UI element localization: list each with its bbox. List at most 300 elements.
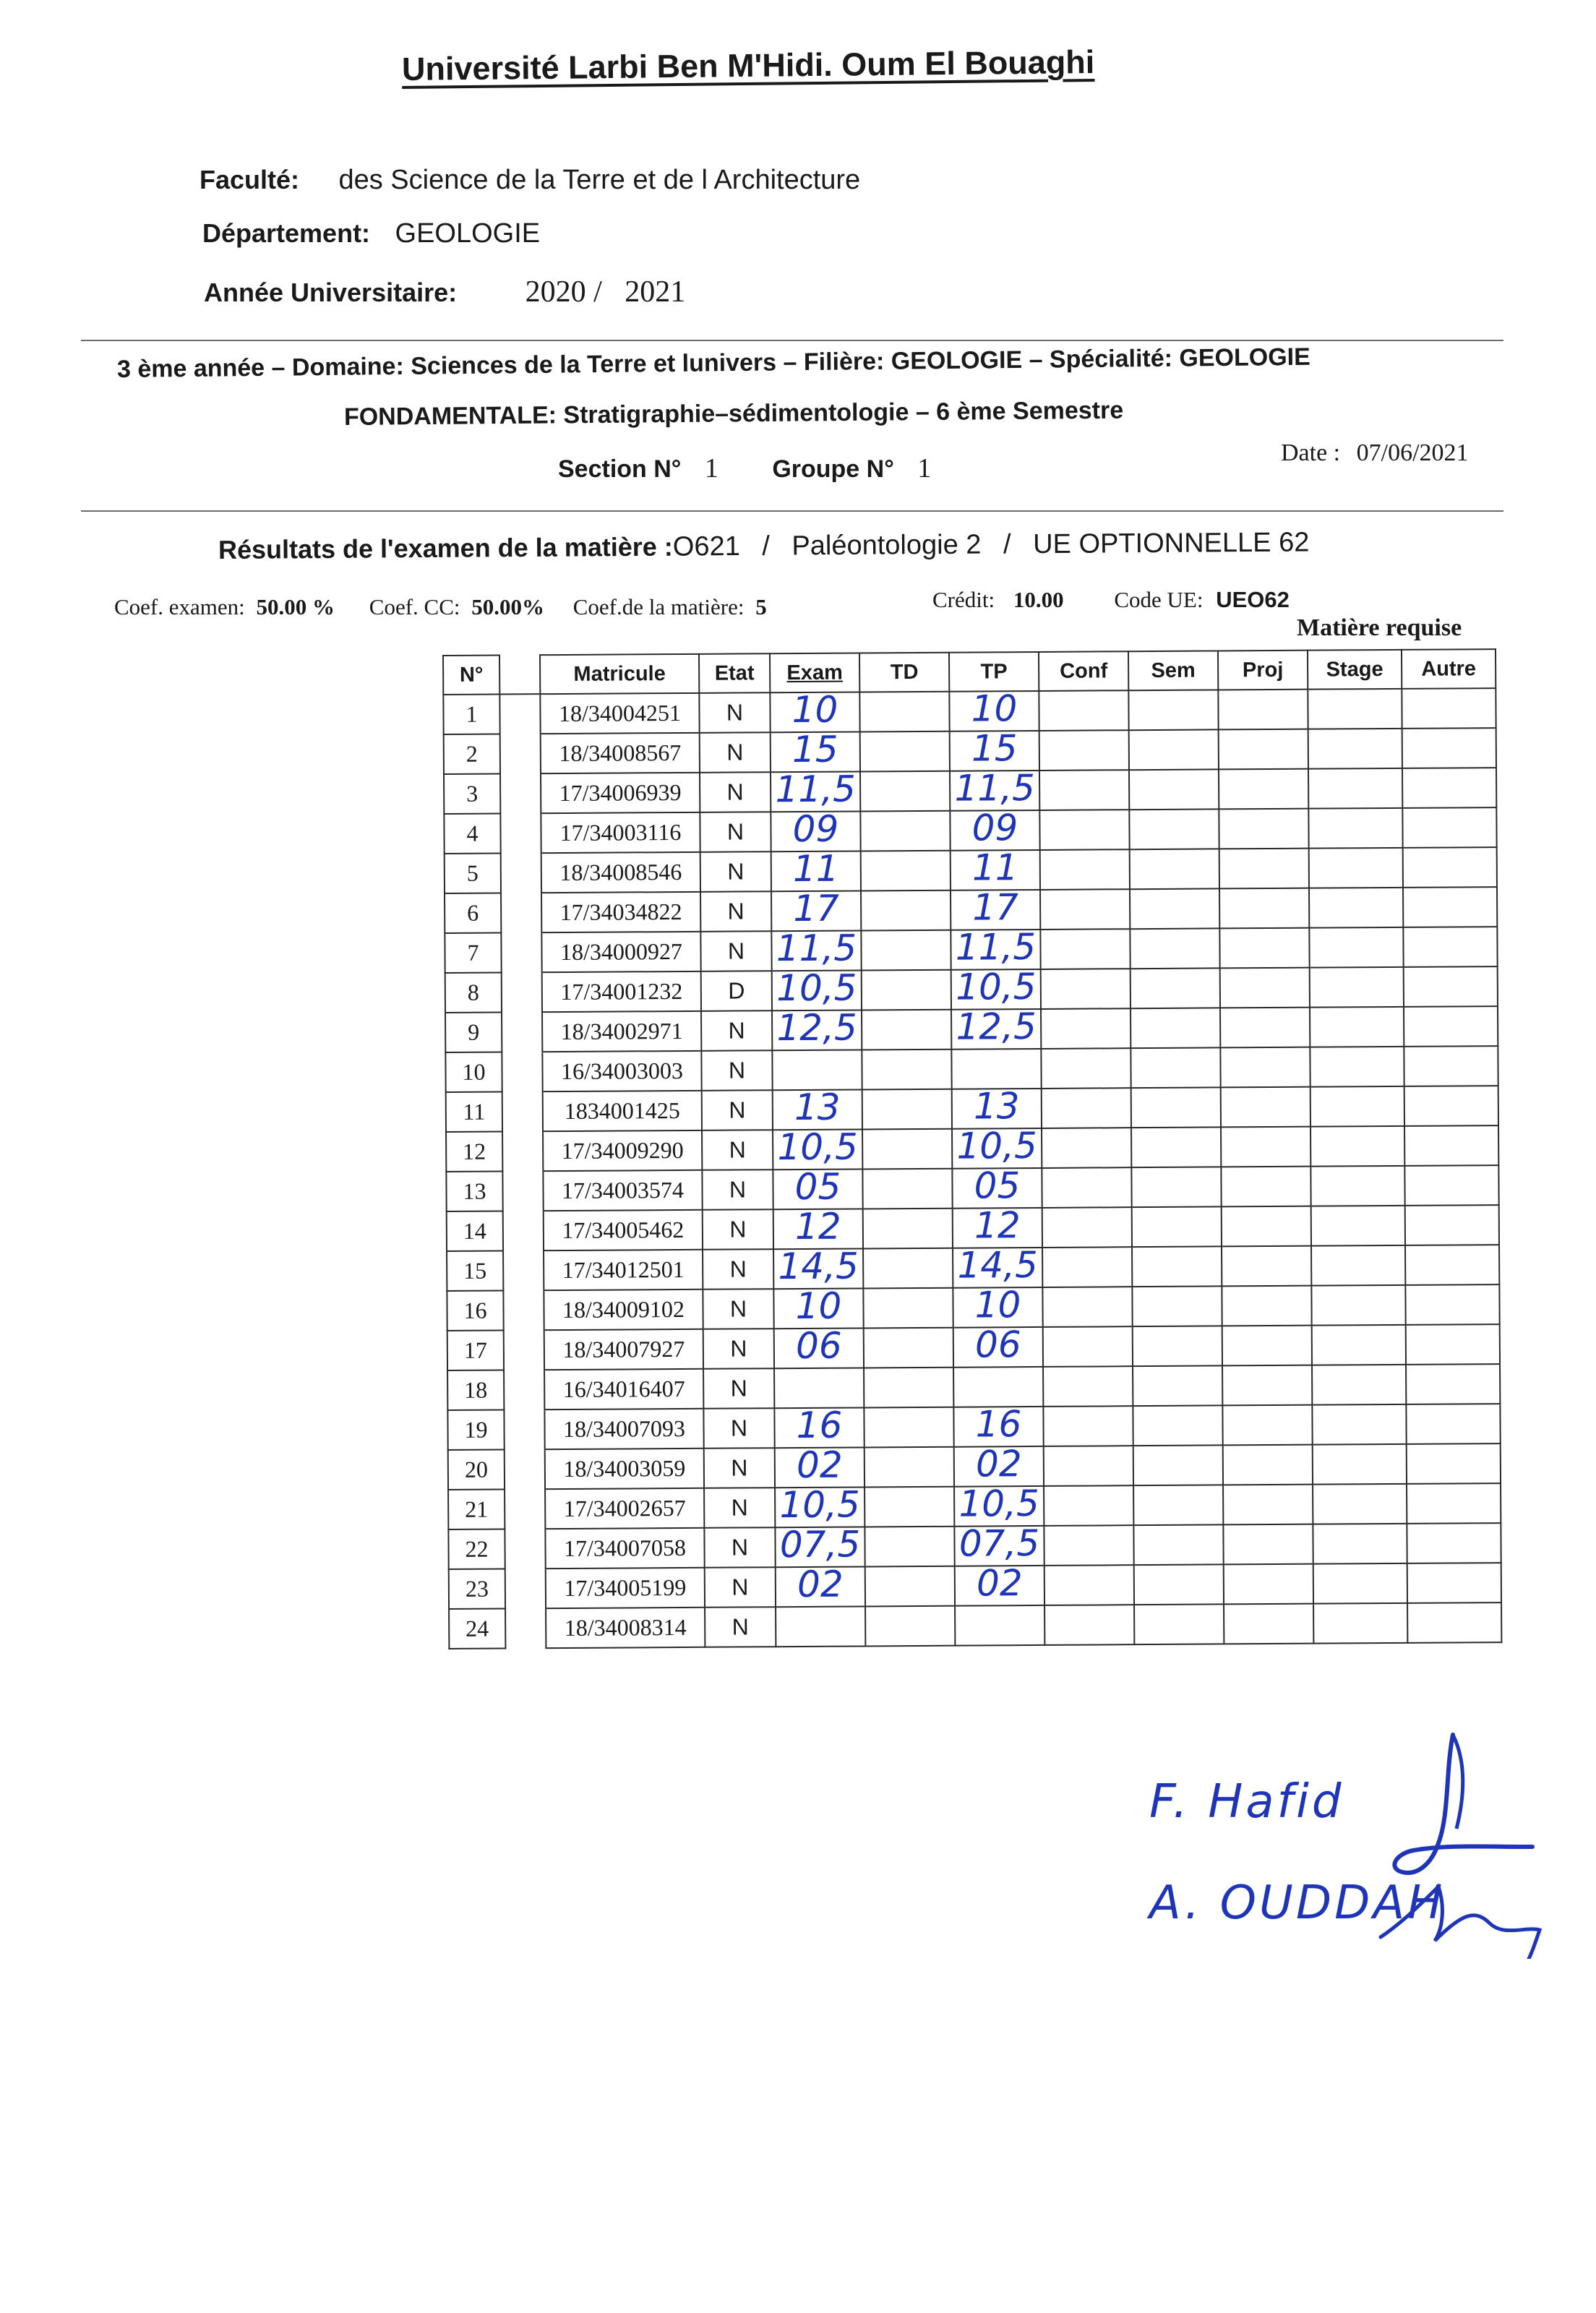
cell-proj [1223,1485,1313,1525]
cell-stage [1308,808,1402,849]
table-row [447,1364,1500,1410]
cell-exam-handwritten: 16 [796,1404,843,1446]
cell-n: 3 [444,774,500,814]
cell-n: 17 [447,1331,504,1370]
cell-sem [1133,1405,1222,1446]
cell-tp [952,1164,1042,1209]
cell-conf [1041,1048,1130,1089]
cell-exam-handwritten: 10 [791,688,838,731]
cell-gap [505,1489,545,1529]
cell-stage [1310,967,1404,1008]
cell-stage [1309,848,1403,888]
cell-autre [1402,768,1496,808]
cell-exam [770,688,859,732]
cell-etat: N [700,812,771,852]
cell-tp [954,1442,1044,1487]
cell-exam-handwritten: 06 [795,1324,842,1367]
cell-exam [775,1443,864,1488]
cell-matricule: 18/34009102 [544,1289,703,1330]
cell-conf [1043,1406,1133,1446]
cell-matricule: 17/34002657 [545,1488,704,1529]
cell-proj [1224,1604,1313,1644]
cell-n: 13 [446,1172,502,1211]
cell-sem [1133,1485,1223,1525]
cell-td [865,1606,955,1647]
cell-conf [1043,1366,1133,1407]
cell-autre [1407,1483,1501,1524]
cell-proj [1221,1127,1310,1167]
cell-td [862,1129,952,1170]
cell-sem [1130,849,1219,889]
cell-exam [771,847,861,891]
cell-tp-handwritten: 16 [975,1402,1022,1446]
cell-td [865,1566,955,1607]
cell-exam-handwritten: 11,5 [776,927,857,969]
signature-name-1: F. Hafid [1149,1775,1344,1829]
cell-stage [1311,1245,1405,1286]
cell-tp-handwritten: 10,5 [955,965,1037,1008]
cell-stage [1312,1404,1406,1445]
cell-sem [1130,968,1220,1008]
cell-matricule: 18/34000927 [541,932,700,972]
cell-exam-handwritten: 09 [792,807,839,850]
cell-gap [500,734,541,773]
cell-etat: N [703,1329,774,1369]
cell-exam [773,1244,863,1289]
exam-results-row [218,527,1310,566]
cell-conf [1041,969,1130,1009]
cell-tp [951,925,1040,970]
cell-gap [503,1250,544,1290]
cell-exam-handwritten: 15 [791,728,838,771]
cell-etat: N [699,692,770,733]
cell-stage [1312,1365,1406,1405]
cell-tp-handwritten: 05 [974,1164,1021,1207]
table-row [444,807,1496,854]
cell-conf [1044,1525,1133,1566]
cell-matricule: 17/34001232 [542,971,701,1012]
cell-stage [1313,1444,1407,1485]
cell-exam-handwritten: 12 [794,1205,841,1248]
cell-autre [1406,1324,1500,1365]
cell-td [864,1447,954,1488]
cell-tp [953,1243,1042,1288]
col-header-matricule: Matricule [540,654,699,694]
cell-etat: N [704,1448,775,1488]
table-row [447,1404,1500,1450]
cell-proj [1219,729,1308,770]
divider-top [81,340,1503,341]
exam-subject: Paléontologie 2 [791,529,982,562]
cell-tp [952,1084,1042,1129]
cell-tp-handwritten: 12,5 [956,1005,1037,1048]
cell-tp-handwritten: 14,5 [957,1243,1039,1287]
exam-ue: UE OPTIONNELLE 62 [1032,527,1310,560]
cell-proj [1220,1047,1310,1088]
cell-conf [1042,1128,1131,1168]
cell-tp [949,687,1039,731]
col-header-exam-text: Exam [786,661,843,685]
cell-proj [1219,809,1308,849]
annee-row [204,275,685,309]
cell-n: 8 [445,973,502,1013]
cell-matricule: 16/34016407 [544,1369,703,1409]
cell-td [860,771,950,812]
col-header-td: TD [859,653,949,692]
cell-autre [1407,1563,1501,1603]
cell-autre [1402,728,1496,768]
cell-tp [954,1522,1044,1566]
cell-tp [955,1561,1044,1606]
cell-etat: N [704,1488,775,1528]
departement-value: GEOLOGIE [395,218,541,249]
cell-matricule: 18/34008567 [541,733,700,773]
col-header-autre: Autre [1402,649,1496,689]
date-row [1281,439,1469,467]
cell-n: 6 [445,893,501,933]
cell-td [864,1407,953,1448]
cell-td [861,930,951,971]
cell-proj [1223,1445,1313,1485]
cell-autre [1405,1245,1499,1285]
table-row [446,1165,1498,1211]
cell-etat: N [700,851,771,892]
cell-stage [1310,1007,1404,1047]
cell-exam [773,1125,862,1170]
col-header-tp: TP [949,652,1039,692]
cell-sem [1129,729,1219,770]
cell-matricule: 18/34008314 [546,1608,705,1648]
cell-conf [1044,1446,1133,1486]
cell-autre [1407,1523,1501,1563]
cell-n: 2 [444,734,500,774]
cell-proj [1224,1564,1313,1605]
cell-matricule: 17/34007058 [545,1528,704,1569]
cell-n: 11 [446,1092,502,1132]
col-header-proj: Proj [1218,651,1308,690]
cell-sem [1133,1445,1223,1485]
cell-tp [953,1203,1042,1248]
cell-conf [1042,1287,1132,1327]
cell-td [862,1010,951,1050]
cell-exam-handwritten: 17 [793,887,840,930]
table-body [443,688,1501,1649]
signature-name-2: A. OUDDAH [1149,1876,1446,1930]
cell-exam-handwritten: 11,5 [775,768,856,810]
col-header-conf: Conf [1039,651,1128,691]
cell-autre [1402,807,1496,848]
cell-sem [1132,1246,1222,1287]
cell-exam [774,1404,864,1448]
cell-autre [1404,1046,1498,1086]
table-row [443,688,1496,734]
cell-stage [1309,927,1403,968]
cell-exam [774,1368,864,1408]
cell-etat: N [703,1209,773,1250]
cell-stage [1313,1603,1407,1644]
table-row [445,1006,1498,1052]
cell-stage [1311,1206,1405,1246]
coef-cc-label: Coef. CC: [369,594,460,619]
cell-gap [505,1569,546,1608]
cell-sem [1130,888,1219,929]
cell-exam [771,768,860,812]
cell-etat: N [701,1050,772,1091]
cell-sem [1132,1206,1222,1247]
cell-conf [1042,1207,1132,1248]
program-line2: FONDAMENTALE: Stratigraphie–sédimentologie – 6 ème Semestre [343,396,1124,431]
cell-matricule: 17/34012501 [544,1250,703,1290]
cell-exam-handwritten: 10 [795,1284,842,1327]
cell-n: 20 [448,1449,505,1489]
cell-conf [1039,730,1129,771]
col-header-exam [770,653,859,692]
cell-sem [1131,1167,1221,1207]
code-ue-value: UEO62 [1216,587,1290,612]
cell-autre [1406,1364,1500,1404]
cell-tp-handwritten: 10 [974,1283,1021,1326]
col-header-etat: Etat [699,653,770,693]
cell-td [860,811,950,851]
cell-td [862,1050,951,1090]
groupe-value: 1 [917,453,932,484]
date-label: Date : [1281,439,1341,466]
table-row [448,1523,1501,1569]
cell-etat: N [701,1010,772,1051]
coef-exam-label: Coef. examen: [114,594,245,619]
cell-conf [1039,810,1129,850]
cell-matricule: 17/34009290 [543,1130,702,1171]
cell-tp [951,1049,1041,1089]
cell-exam-handwritten: 07,5 [779,1522,861,1566]
cell-matricule: 17/34006939 [541,773,700,813]
cell-proj [1219,928,1309,969]
table-header-row [443,649,1496,695]
cell-exam-handwritten: 10,5 [779,1482,861,1526]
cell-etat: N [703,1408,774,1449]
cell-sem [1133,1524,1223,1565]
cell-tp-handwritten: 11 [971,846,1018,889]
cell-exam [771,807,860,851]
cell-etat: N [700,891,771,932]
cell-gap [500,813,541,853]
cell-etat: N [700,732,771,773]
cell-tp [951,846,1040,891]
cell-sem [1128,690,1218,730]
cell-etat: D [701,971,772,1011]
annee-label: Année Universitaire: [204,278,458,307]
coef-matiere-value: 5 [755,594,767,619]
cell-td [861,891,951,931]
cell-exam-handwritten: 10,5 [777,1125,858,1168]
cell-n: 21 [448,1489,505,1529]
cell-tp [950,806,1039,851]
cell-proj [1222,1286,1311,1326]
cell-autre [1405,1284,1499,1325]
cell-proj [1220,968,1310,1008]
cell-tp [950,766,1039,811]
cell-proj [1222,1405,1312,1446]
table-row [445,847,1497,893]
cell-td [864,1368,953,1408]
col-header-sem: Sem [1128,651,1218,690]
cell-exam [772,966,862,1010]
code-ue-label: Code UE: [1114,587,1204,612]
section-groupe-row [558,452,931,484]
cell-td [862,970,951,1010]
cell-sem [1134,1564,1224,1605]
cell-sem [1130,1008,1220,1048]
cell-exam-handwritten: 02 [796,1443,843,1486]
cell-proj [1221,1087,1310,1128]
cell-conf [1044,1485,1133,1526]
cell-sem [1131,1087,1221,1128]
cell-tp [953,1323,1043,1368]
cell-exam [773,1284,863,1329]
cell-etat: N [705,1567,776,1608]
cell-n: 23 [449,1569,505,1608]
cell-conf [1043,1326,1133,1367]
cell-tp-handwritten: 06 [974,1323,1021,1366]
cell-gap [499,694,540,734]
cell-conf [1039,690,1128,731]
cell-gap [501,893,541,932]
cell-matricule: 18/34002971 [542,1011,701,1052]
groupe-label: Groupe N° [772,455,894,483]
cell-etat: N [700,772,771,812]
faculte-label: Faculté: [200,165,300,194]
credit-row [932,587,1290,613]
credit-value: 10.00 [1013,587,1064,612]
cell-tp [955,1605,1044,1646]
divider-middle [81,510,1503,512]
cell-exam-handwritten: 12,5 [776,1006,857,1049]
cell-n: 9 [445,1013,502,1052]
cell-proj [1218,690,1308,730]
cell-autre [1402,688,1496,729]
cell-td [860,731,950,772]
cell-proj [1220,1008,1310,1048]
faculte-row [200,165,860,196]
table-row [444,768,1496,814]
cell-matricule: 18/34008546 [541,852,700,893]
cell-conf [1044,1565,1134,1605]
cell-tp-handwritten: 12 [974,1203,1021,1247]
cell-exam [774,1324,864,1368]
cell-td [862,1089,952,1130]
cell-matricule: 17/34005199 [546,1568,705,1608]
cell-tp [950,726,1039,771]
cell-autre [1403,847,1497,888]
cell-n: 19 [447,1409,504,1449]
cell-gap [502,1171,543,1211]
cell-td [864,1527,954,1567]
cell-autre [1407,1602,1501,1643]
cell-autre [1406,1404,1500,1444]
cell-td [863,1248,953,1289]
table-row [449,1602,1501,1649]
cell-etat: N [703,1368,774,1409]
cell-autre [1403,887,1497,927]
cell-etat: N [702,1170,773,1210]
cell-exam [772,1006,862,1050]
cell-tp-handwritten: 09 [971,806,1018,849]
cell-exam-handwritten: 02 [797,1563,844,1605]
cell-sem [1129,769,1219,810]
cell-n: 18 [447,1370,504,1409]
cell-autre [1404,966,1498,1007]
cell-matricule: 18/34007927 [544,1329,703,1370]
departement-row [202,218,540,249]
cell-n: 7 [445,933,501,973]
cell-tp-handwritten: 02 [976,1561,1023,1605]
cell-proj [1219,849,1309,889]
cell-n: 10 [445,1052,502,1092]
table-row [445,1046,1498,1092]
cell-gap [504,1370,544,1409]
separator: / [1003,529,1011,560]
cell-stage [1308,768,1402,809]
cell-tp [951,1005,1041,1050]
cell-autre [1404,1165,1498,1206]
cell-matricule: 17/34005462 [544,1210,703,1250]
cell-proj [1222,1206,1311,1247]
cell-sem [1134,1604,1224,1644]
cell-stage [1308,729,1402,769]
faculte-value: des Science de la Terre et de l Architecture [338,165,861,195]
cell-conf [1040,849,1130,890]
cell-stage [1313,1563,1407,1604]
cell-tp [951,965,1041,1010]
cell-etat: N [700,931,771,971]
cell-autre [1404,1125,1498,1166]
cell-td [863,1209,953,1249]
cell-conf [1044,1605,1134,1645]
cell-matricule: 17/34003116 [541,812,700,853]
cell-sem [1129,809,1219,849]
cell-autre [1405,1205,1499,1245]
matiere-requise: Matière requise [1297,614,1462,641]
cell-proj [1222,1365,1312,1406]
cell-sem [1130,928,1219,969]
table-row [447,1324,1500,1370]
cell-autre [1407,1443,1501,1484]
date-value: 07/06/2021 [1356,439,1469,466]
section-value: 1 [704,453,718,484]
cell-gap [502,1052,542,1091]
table-row [447,1245,1499,1291]
cell-exam [773,1205,863,1249]
cell-n: 12 [446,1132,502,1172]
cell-sem [1133,1326,1222,1366]
cell-gap [505,1529,545,1569]
cell-exam [771,728,860,772]
cell-tp-handwritten: 07,5 [958,1522,1040,1565]
cell-tp-handwritten: 11,5 [954,766,1035,810]
cell-exam [771,927,861,971]
cell-tp-handwritten: 10,5 [956,1124,1037,1167]
cell-etat: N [703,1249,773,1289]
cell-matricule: 1834001425 [543,1091,702,1131]
cell-tp [951,885,1040,930]
cell-tp-handwritten: 10 [971,687,1018,730]
cell-tp [952,1124,1042,1169]
cell-etat: N [702,1090,773,1130]
cell-gap [504,1409,544,1449]
cell-n: 15 [447,1251,503,1291]
cell-tp-handwritten: 10,5 [958,1482,1040,1525]
cell-gap [503,1290,544,1330]
